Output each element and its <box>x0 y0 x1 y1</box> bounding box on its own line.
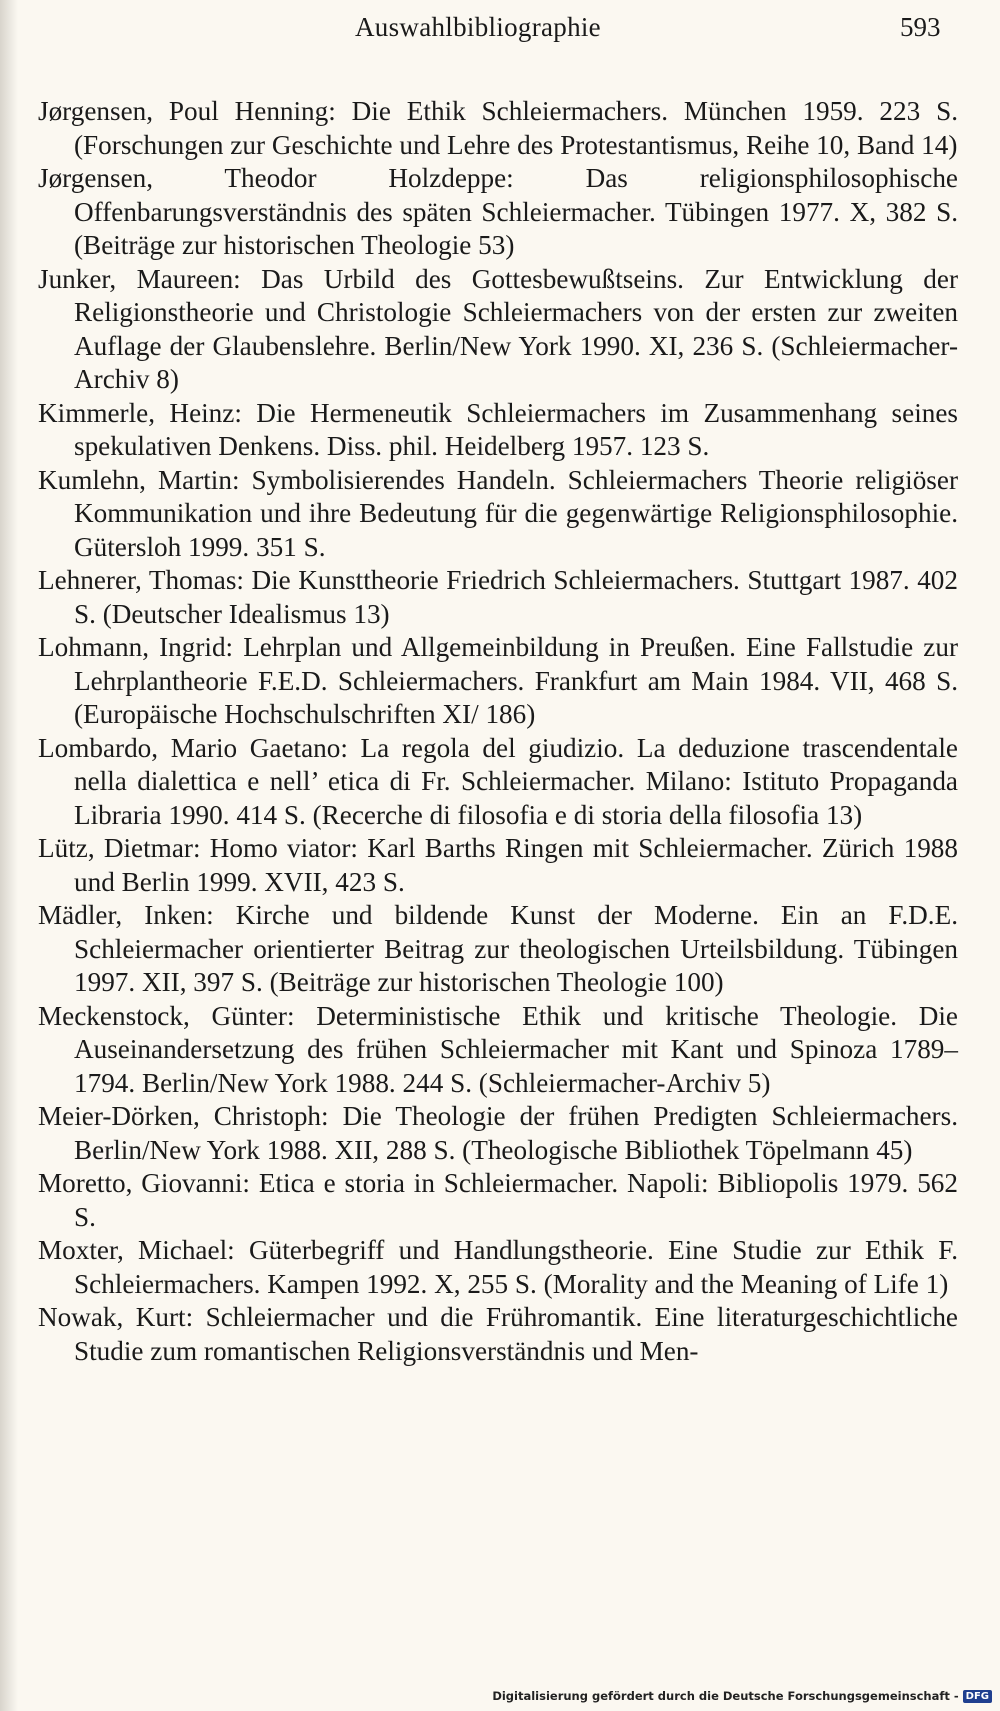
bibliography-entry: Nowak, Kurt: Schleiermacher und die Frühromantik. Eine literaturgeschichtliche Studie zum romantischen Religionsverständnis und Men- <box>38 1302 958 1366</box>
running-title: Auswahlbibliographie <box>355 12 601 42</box>
bibliography-entry: Kimmerle, Heinz: Die Hermeneutik Schleiermachers im Zusammenhang seines spekulativen Denkens. Diss. phil. Heidelberg 1957. 123 S. <box>38 397 958 461</box>
bibliography-entry: Moretto, Giovanni: Etica e storia in Schleiermacher. Napoli: Bibliopolis 1979. 562 S. <box>38 1168 958 1232</box>
running-head <box>0 8 1000 48</box>
bibliography-entry: Junker, Maureen: Das Urbild des Gottesbewußtseins. Zur Entwicklung der Religionstheorie und Christologie Schleiermachers von der ersten zur zweiten Auflage der Glaubenslehre. Berlin/New York 1990. XI, 236 S. (Schleiermacher-Archiv 8) <box>38 263 958 394</box>
bibliography-list <box>38 95 958 1368</box>
bibliography-entry: Meckenstock, Günter: Deterministische Ethik und kritische Theologie. Die Auseinandersetzung des frühen Schleiermacher mit Kant und Spinoza 1789–1794. Berlin/New York 1988. 244 S. (Schleiermacher-Archiv 5) <box>38 1000 958 1098</box>
bibliography-entry: Lehnerer, Thomas: Die Kunsttheorie Friedrich Schleiermachers. Stuttgart 1987. 402 S. (Deutscher Idealismus 13) <box>38 565 958 629</box>
page-number: 593 <box>900 12 941 42</box>
bibliography-entry: Kumlehn, Martin: Symbolisierendes Handeln. Schleiermachers Theorie religiöser Kommunikation und ihre Bedeutung für die gegenwärtige Religionsphilosophie. Gütersloh 1999. 351 S. <box>38 464 958 562</box>
digitization-footer <box>492 1687 992 1705</box>
bibliography-entry: Lombardo, Mario Gaetano: La regola del giudizio. La deduzione trascendentale nella dialettica e nell’ etica di Fr. Schleiermacher. Milano: Istituto Propaganda Libraria 1990. 414 S. (Recerche di filosofia e di storia della filosofia 13) <box>38 732 958 830</box>
bibliography-entry: Meier-Dörken, Christoph: Die Theologie der frühen Predigten Schleiermachers. Berlin/New York 1988. XII, 288 S. (Theologische Bibliothek Töpelmann 45) <box>38 1101 958 1165</box>
bibliography-entry: Mädler, Inken: Kirche und bildende Kunst der Moderne. Ein an F.D.E. Schleiermacher orientierter Beitrag zur theologischen Urteilsbildung. Tübingen 1997. XII, 397 S. (Beiträge zur historischen Theologie 100) <box>38 900 958 997</box>
bibliography-entry: Moxter, Michael: Güterbegriff und Handlungstheorie. Eine Studie zur Ethik F. Schleiermachers. Kampen 1992. X, 255 S. (Morality and the Meaning of Life 1) <box>38 1235 958 1299</box>
bibliography-entry: Lohmann, Ingrid: Lehrplan und Allgemeinbildung in Preußen. Eine Fallstudie zur Lehrplantheorie F.E.D. Schleiermachers. Frankfurt am Main 1984. VII, 468 S. (Europäische Hochschulschriften XI/ 186) <box>38 632 958 729</box>
page-edge-shadow <box>0 0 18 1711</box>
bibliography-entry: Lütz, Dietmar: Homo viator: Karl Barths Ringen mit Schleiermacher. Zürich 1988 und Berlin 1999. XVII, 423 S. <box>38 833 958 897</box>
bibliography-entry: Jørgensen, Theodor Holzdeppe: Das religionsphilosophische Offenbarungsverständnis des späten Schleiermacher. Tübingen 1977. X, 382 S. (Beiträge zur historischen Theologie 53) <box>38 163 958 260</box>
bibliography-entry: Jørgensen, Poul Henning: Die Ethik Schleiermachers. München 1959. 223 S. (Forschungen zur Geschichte und Lehre des Protestantismus, Reihe 10, Band 14) <box>38 96 958 160</box>
dfg-logo: DFG <box>963 1690 992 1703</box>
footer-credit-text: Digitalisierung gefördert durch die Deutsche Forschungsgemeinschaft - <box>492 1689 959 1703</box>
